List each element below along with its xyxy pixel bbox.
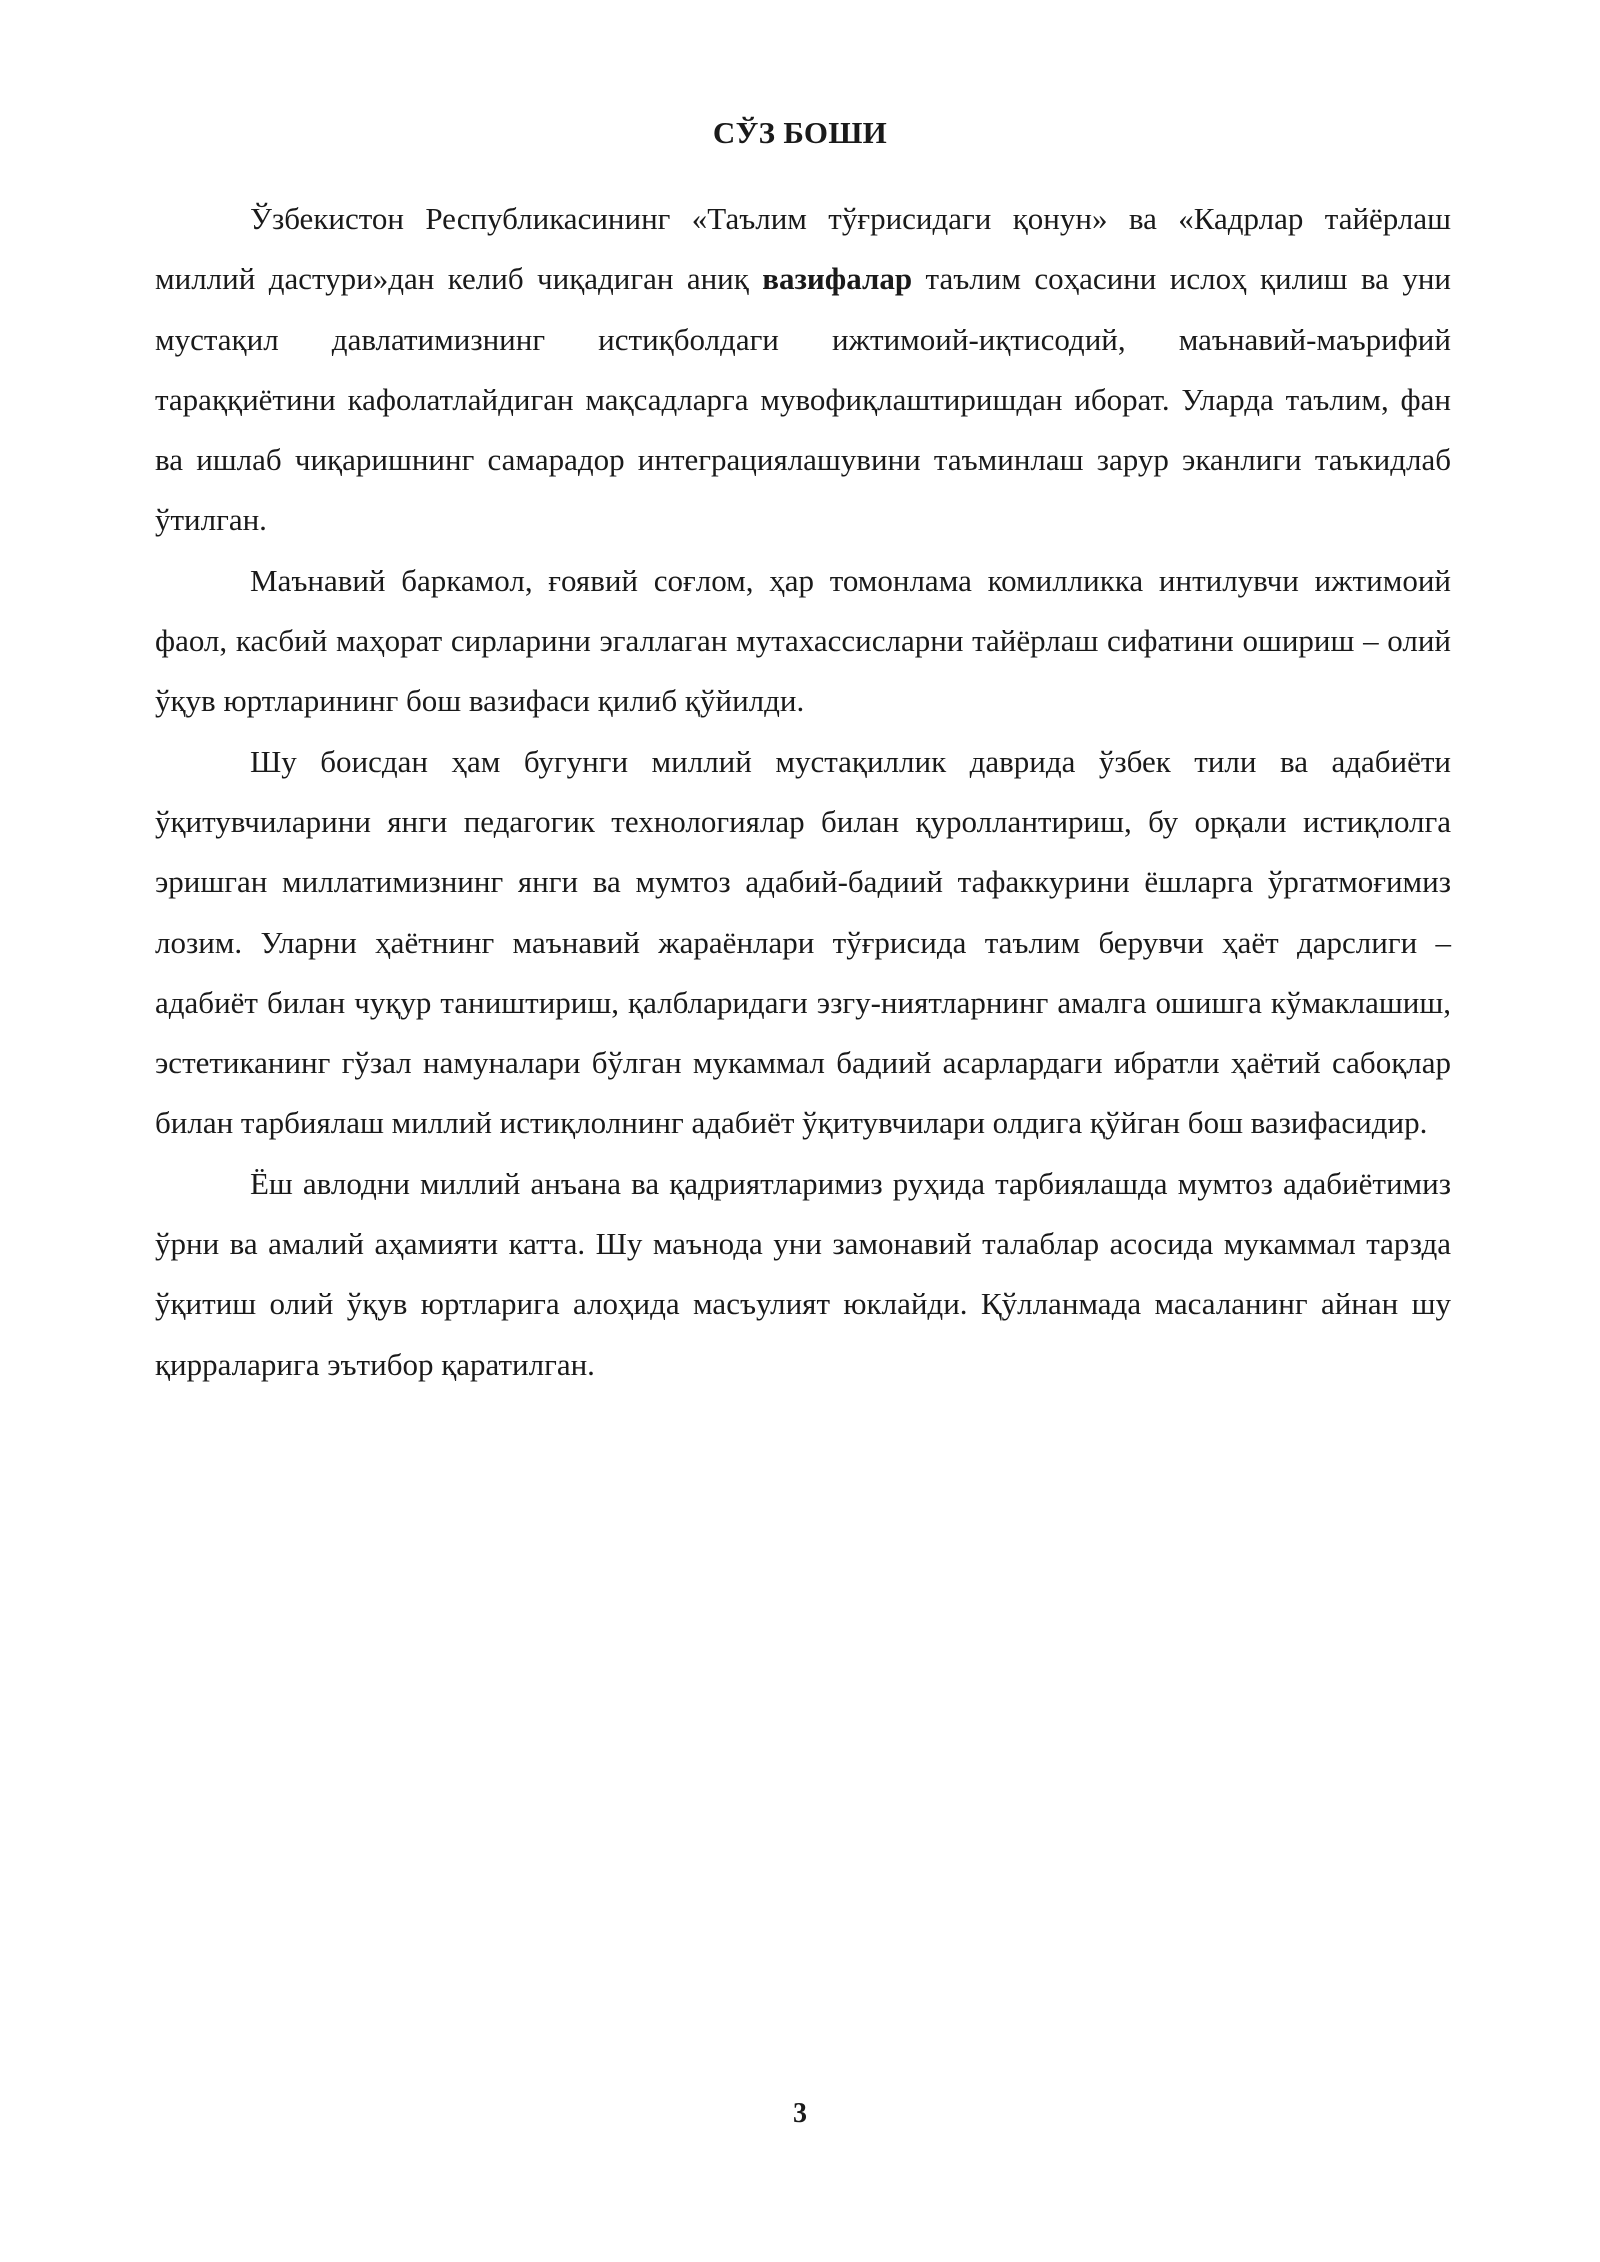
paragraph-1 [155, 189, 1451, 551]
paragraph-4: Ёш авлодни миллий анъана ва қадриятларимиз руҳида тарбиялашда мумтоз адабиётимиз ўрни ва амалий аҳамияти катта. Шу маънода уни замонавий талаблар асосида мукаммал тарзда ўқитиш олий ўқув юртларига алоҳида масъулият юклайди. Қўлланмада масаланинг айнан шу қирраларига эътибор қаратилган. [155, 1165, 1451, 1382]
paragraph-1-bold-word: вазифалар [762, 261, 913, 297]
page-title: СЎЗ БОШИ [712, 115, 888, 150]
paragraph-1-text-before: Ўзбекистон Республикасининг «Таълим тўғрисидаги қонун» ва «Кадрлар тайёрлаш миллий дастури»дан келиб чиқадиган аниқ [155, 201, 1451, 297]
document-body [155, 189, 1451, 1395]
page-number: 3 [793, 2098, 807, 2129]
paragraph-1-text-after: таълим соҳасини ислоҳ қилиш ва уни мустақил давлатимизнинг истиқболдаги ижтимоий-иқтисодий, маънавий-маърифий тараққиётини кафолатлайдиган мақсадларга мувофиқлаштиришдан иборат. Уларда таълим, фан ва ишлаб чиқаришнинг самарадор интеграциялашувини таъминлаш зарур эканлиги таъкидлаб ўтилган. [155, 261, 1451, 538]
paragraph-3: Шу боисдан ҳам бугунги миллий мустақиллик даврида ўзбек тили ва адабиёти ўқитувчиларини янги педагогик технологиялар билан қуроллантириш, бу орқали истиқлолга эришган миллатимизнинг янги ва мумтоз адабий-бадиий тафаккурини ёшларга ўргатмоғимиз лозим. Уларни ҳаётнинг маънавий жараёнлари тўғрисида таълим берувчи ҳаёт дарслиги – адабиёт билан чуқур таништириш, қалбларидаги эзгу-ниятларнинг амалга ошишга кўмаклашиш, эстетиканинг гўзал намуналари бўлган мукаммал бадиий асарлардаги ибратли ҳаётий сабоқлар билан тарбиялаш миллий истиқлолнинг адабиёт ўқитувчилари олдига қўйган бош вазифасидир. [155, 743, 1451, 1141]
paragraph-2: Маънавий баркамол, ғоявий соғлом, ҳар томонлама комилликка интилувчи ижтимоий фаол, касбий маҳорат сирларини эгаллаган мутахассисларни тайёрлаш сифатини ошириш – олий ўқув юртларининг бош вазифаси қилиб қўйилди. [155, 562, 1451, 719]
